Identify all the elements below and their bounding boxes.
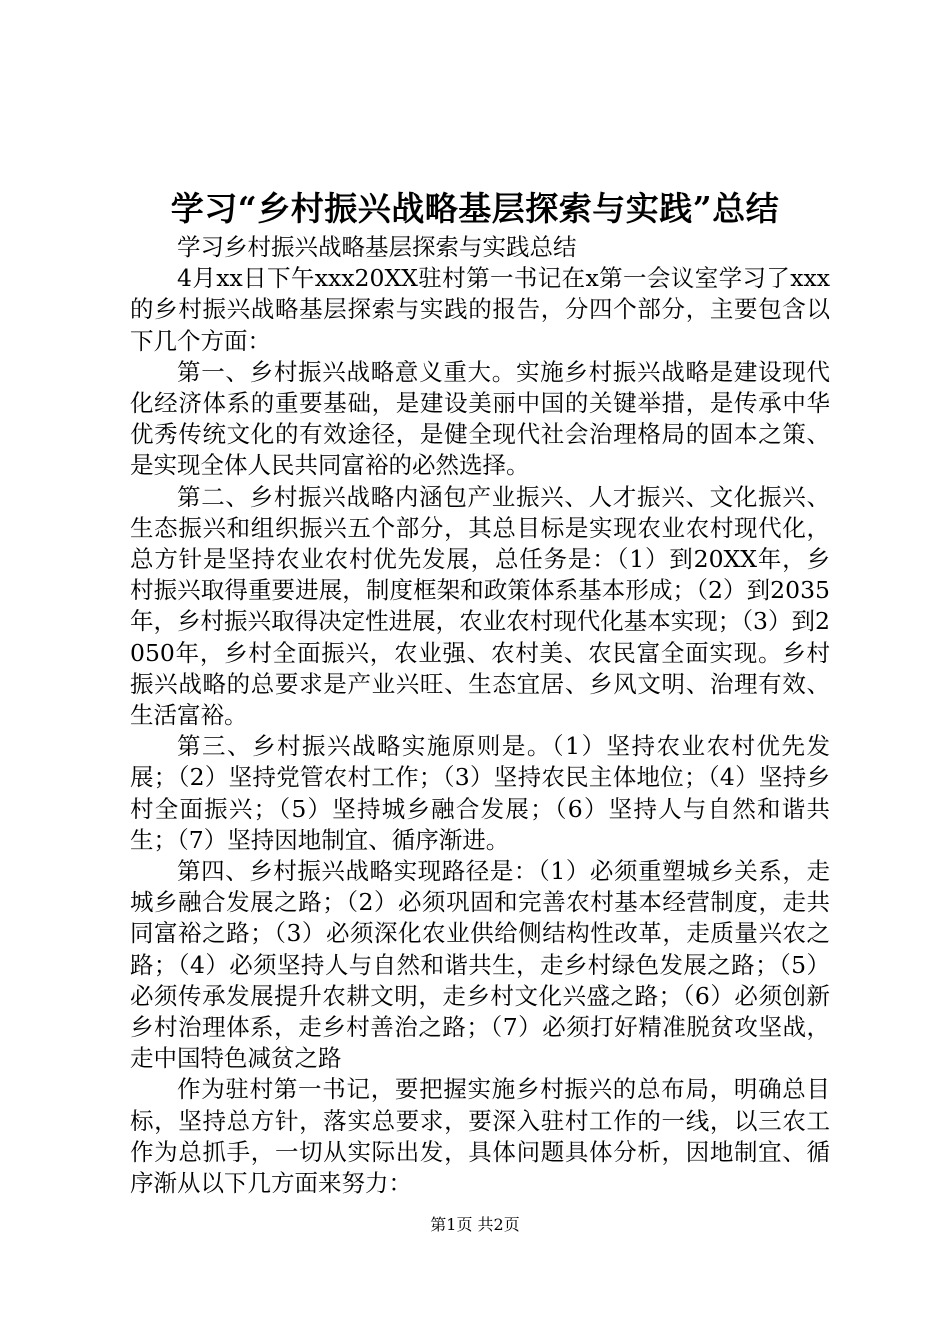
paragraph-part-three: 第三、乡村振兴战略实施原则是。（1）坚持农业农村优先发展；（2）坚持党管农村工作；（3）坚持农民主体地位；（4）坚持乡村全面振兴；（5）坚持城乡融合发展；（6）坚持人与自然和谐共生；（7）坚持因地制宜、循序渐进。 (130, 732, 830, 854)
paragraph-intro: 4月xx日下午xxx20XX驻村第一书记在x第一会议室学习了xxx的乡村振兴战略基层探索与实践的报告，分四个部分，主要包含以下几个方面： (130, 264, 830, 355)
paragraph-part-four: 第四、乡村振兴战略实现路径是：（1）必须重塑城乡关系，走城乡融合发展之路；（2）必须巩固和完善农村基本经营制度，走共同富裕之路；（3）必须深化农业供给侧结构性改革，走质量兴农之路；（4）必须坚持人与自然和谐共生，走乡村绿色发展之路；（5）必须传承发展提升农耕文明，走乡村文化兴盛之路；（6）必须创新乡村治理体系，走乡村善治之路；（7）必须打好精准脱贫攻坚战，走中国特色减贫之路 (130, 857, 830, 1073)
paragraph-part-one: 第一、乡村振兴战略意义重大。实施乡村振兴战略是建设现代化经济体系的重要基础，是建设美丽中国的关键举措，是传承中华优秀传统文化的有效途径，是健全现代社会治理格局的固本之策、是实现全体人民共同富裕的必然选择。 (130, 357, 830, 480)
paragraph-conclusion: 作为驻村第一书记，要把握实施乡村振兴的总布局，明确总目标，坚持总方针，落实总要求，要深入驻村工作的一线，以三农工作为总抓手，一切从实际出发，具体问题具体分析，因地制宜、循序渐从以下几方面来努力： (130, 1075, 830, 1198)
document-title: 学习“乡村振兴战略基层探索与实践”总结 (170, 189, 780, 228)
page-number-footer: 第1页 共2页 (430, 1215, 520, 1234)
paragraph-subtitle: 学习乡村振兴战略基层探索与实践总结 (177, 233, 577, 261)
document-body (130, 232, 830, 1199)
paragraph-part-two: 第二、乡村振兴战略内涵包产业振兴、人才振兴、文化振兴、生态振兴和组织振兴五个部分，其总目标是实现农业农村现代化，总方针是坚持农业农村优先发展，总任务是：（1）到20XX年，乡村振兴取得重要进展，制度框架和政策体系基本形成；（2）到2035年，乡村振兴取得决定性进展，农业农村现代化基本实现；（3）到2050年，乡村全面振兴，农业强、农村美、农民富全面实现。乡村振兴战略的总要求是产业兴旺、生态宜居、乡风文明、治理有效、生活富裕。 (130, 482, 830, 730)
